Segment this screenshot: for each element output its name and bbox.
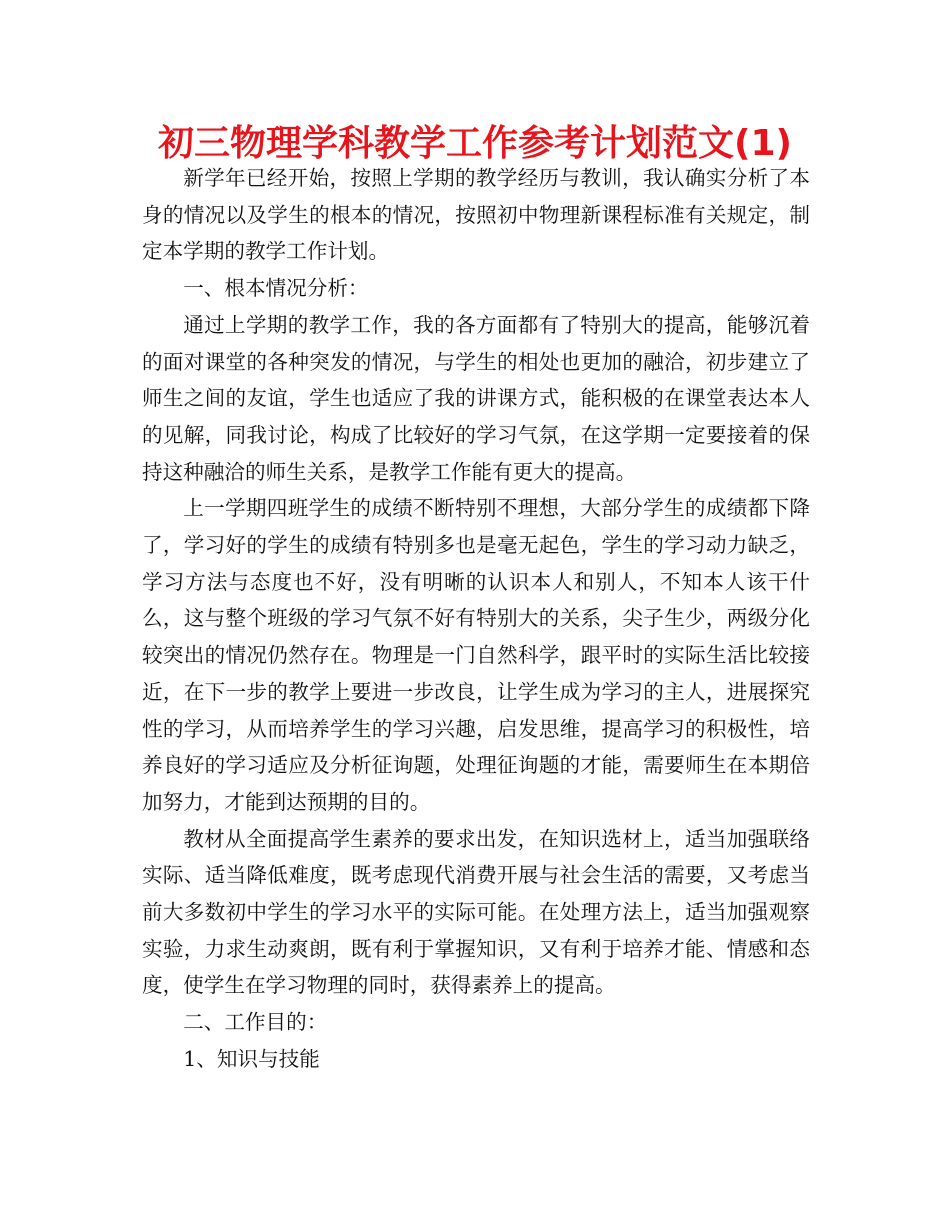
section-heading-basic-situation: 一、根本情况分析： bbox=[183, 276, 369, 301]
body-paragraph: 上一学期四班学生的成绩不断特别不理想，大部分学生的成绩都下降了，学习好的学生的成绩有特别多也是毫无起色，学生的学习动力缺乏，学习方法与态度也不好，没有明晰的认识本人和别人，不知本人该干什么，这与整个班级的学习气氛不好有特别大的关系，尖子生少，两级分化较突出的情况仍然存在。物理是一门自然科学，跟平时的实际生活比较接近，在下一步的教学上要进一步改良，让学生成为学习的主人，进展探究性的学习，从而培养学生的学习兴趣，启发思维，提高学习的积极性，培养良好的学习适应及分析征询题，处理征询题的才能，需要师生在本期倍加努力，才能到达预期的目的。 bbox=[142, 496, 810, 814]
section-heading-work-goals: 二、工作目的： bbox=[183, 1010, 328, 1035]
document-title: 初三物理学科教学工作参考计划范文(1) bbox=[158, 123, 792, 164]
document-body bbox=[142, 160, 810, 1078]
subsection-heading-knowledge-skills: 1、知识与技能 bbox=[183, 1046, 320, 1071]
body-paragraph: 教材从全面提高学生素养的要求出发，在知识选材上，适当加强联络实际、适当降低难度，既考虑现代消费开展与社会生活的需要，又考虑当前大多数初中学生的学习水平的实际可能。在处理方法上，适当加强观察实验，力求生动爽朗，既有利于掌握知识，又有利于培养才能、情感和态度，使学生在学习物理的同时，获得素养上的提高。 bbox=[142, 826, 810, 998]
body-paragraph: 通过上学期的教学工作，我的各方面都有了特别大的提高，能够沉着的面对课堂的各种突发的情况，与学生的相处也更加的融洽，初步建立了师生之间的友谊，学生也适应了我的讲课方式，能积极的在课堂表达本人的见解，同我讨论，构成了比较好的学习气氛，在这学期一定要接着的保持这种融洽的师生关系，是教学工作能有更大的提高。 bbox=[142, 312, 810, 484]
intro-paragraph: 新学年已经开始，按照上学期的教学经历与教训，我认确实分析了本身的情况以及学生的根本的情况，按照初中物理新课程标准有关规定，制定本学期的教学工作计划。 bbox=[142, 166, 810, 264]
